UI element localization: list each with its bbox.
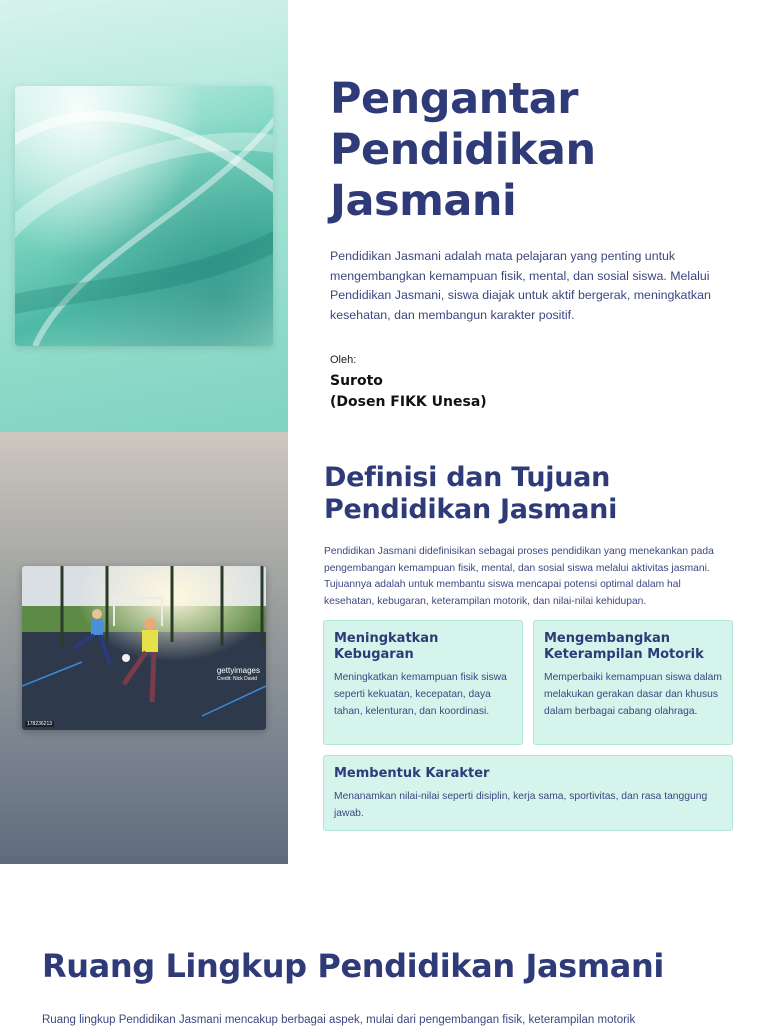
card-title: Mengembangkan Keterampilan Motorik xyxy=(544,631,704,662)
watermark-text: gettyimages xyxy=(216,666,260,675)
kids-soccer-photo xyxy=(22,566,266,730)
definisi-paragraph: Pendidikan Jasmani didefinisikan sebagai proses pendidikan yang menekankan pada pengembangan kemampuan fisik, mental, dan sosial siswa melalui aktivitas jasmani. Tujuannya adalah untuk membantu siswa mencapai potensi optimal dalam hal kesehatan, kebugaran, keterampilan motorik, dan nilai-nilai kehidupan. xyxy=(324,546,714,608)
ruang-lingkup-paragraph: Ruang lingkup Pendidikan Jasmani mencakup berbagai aspek, mulai dari pengembangan fisik, keterampilan motorik xyxy=(42,1014,636,1026)
slide-intro xyxy=(0,0,768,432)
photo-id: 178236213 xyxy=(27,721,53,727)
section-title-definisi: Definisi dan Tujuan Pendidikan Jasmani xyxy=(324,462,618,525)
card-title: Membentuk Karakter xyxy=(334,766,490,781)
photo-credit: Credit: Nick David xyxy=(216,676,257,682)
mint-panel xyxy=(0,0,288,432)
goal-card-motorik xyxy=(533,620,733,745)
author-name: Suroto xyxy=(330,373,383,389)
card-text: Meningkatkan kemampuan fisik siswa seperti kekuatan, kecepatan, daya tahan, kelenturan, dan koordinasi. xyxy=(334,672,507,717)
card-title: Meningkatkan Kebugaran xyxy=(334,631,439,662)
page-title: Pengantar Pendidikan Jasmani xyxy=(330,74,596,226)
intro-paragraph: Pendidikan Jasmani adalah mata pelajaran yang penting untuk mengembangkan kemampuan fisik, mental, dan sosial siswa. Melalui Pendidikan Jasmani, siswa diajak untuk aktif bergerak, meningkatkan kesehatan, dan membangun karakter positif. xyxy=(330,249,711,322)
author-block xyxy=(330,371,487,413)
goal-card-karakter xyxy=(323,755,733,831)
author-role: (Dosen FIKK Unesa) xyxy=(330,394,487,410)
goal-card-kebugaran xyxy=(323,620,523,745)
abstract-wave-image xyxy=(15,86,273,346)
section-title-ruang-lingkup: Ruang Lingkup Pendidikan Jasmani xyxy=(42,947,664,985)
author-by-label: Oleh: xyxy=(330,354,357,366)
card-text: Memperbaiki kemampuan siswa dalam melakukan gerakan dasar dan khusus dalam berbagai cabang olahraga. xyxy=(544,672,722,717)
photo-watermark xyxy=(217,666,260,684)
card-text: Menanamkan nilai-nilai seperti disiplin, kerja sama, sportivitas, dan rasa tanggung jawab. xyxy=(334,791,708,819)
